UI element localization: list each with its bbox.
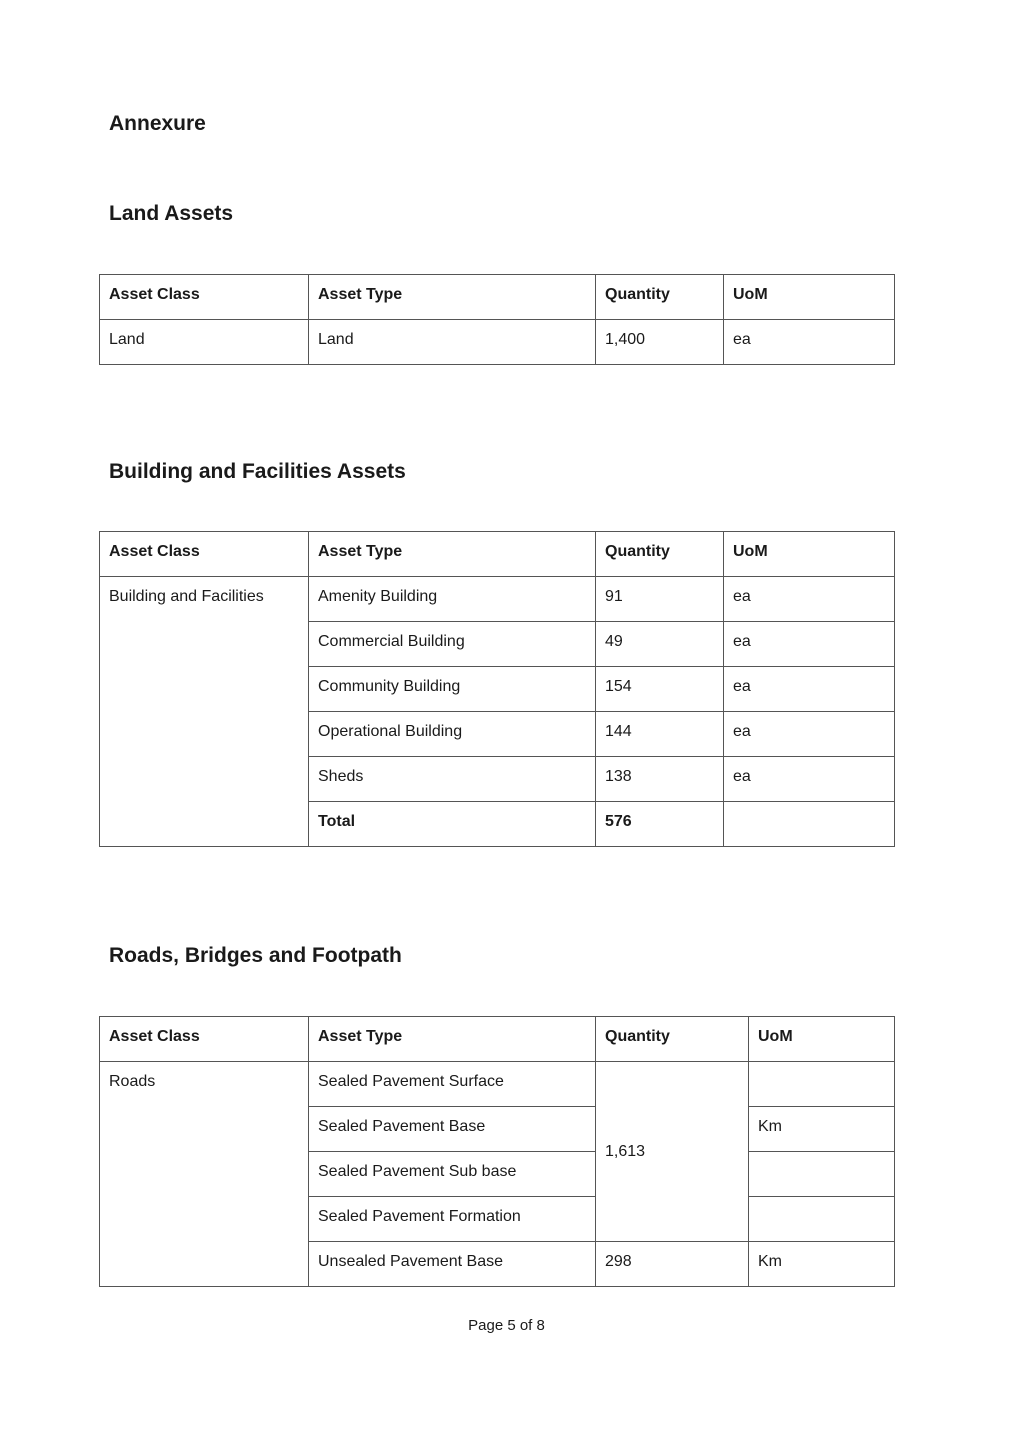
table-header-row	[100, 532, 895, 577]
cell-quantity: 154	[596, 667, 724, 712]
cell-asset-type: Community Building	[309, 667, 596, 712]
roads-heading: Roads, Bridges and Footpath	[109, 944, 402, 967]
cell-uom: ea	[724, 712, 895, 757]
cell-uom	[749, 1062, 895, 1107]
header-uom: UoM	[749, 1017, 895, 1062]
header-asset-type: Asset Type	[309, 1017, 596, 1062]
header-quantity: Quantity	[596, 1017, 749, 1062]
cell-asset-type: Sealed Pavement Sub base	[309, 1152, 596, 1197]
page-number: Page 5 of 8	[468, 1317, 545, 1334]
cell-uom-empty	[724, 802, 895, 847]
cell-uom: ea	[724, 320, 895, 365]
table-row	[100, 1062, 895, 1107]
cell-quantity: 1,400	[596, 320, 724, 365]
cell-uom: Km	[749, 1107, 895, 1152]
header-uom: UoM	[724, 275, 895, 320]
cell-uom: ea	[724, 577, 895, 622]
cell-quantity: 298	[596, 1242, 749, 1287]
cell-asset-class: Building and Facilities	[100, 577, 309, 847]
building-assets-heading: Building and Facilities Assets	[109, 460, 406, 483]
header-uom: UoM	[724, 532, 895, 577]
cell-asset-type: Sheds	[309, 757, 596, 802]
header-quantity: Quantity	[596, 275, 724, 320]
table-row	[100, 320, 895, 365]
building-assets-table	[99, 531, 895, 847]
land-assets-heading: Land Assets	[109, 202, 234, 225]
cell-asset-type: Operational Building	[309, 712, 596, 757]
cell-quantity: 144	[596, 712, 724, 757]
cell-asset-type: Sealed Pavement Base	[309, 1107, 596, 1152]
total-quantity: 576	[596, 802, 724, 847]
header-asset-type: Asset Type	[309, 275, 596, 320]
cell-quantity: 138	[596, 757, 724, 802]
cell-asset-type: Unsealed Pavement Base	[309, 1242, 596, 1287]
header-asset-class: Asset Class	[100, 1017, 309, 1062]
cell-asset-class: Roads	[100, 1062, 309, 1287]
cell-asset-type: Sealed Pavement Formation	[309, 1197, 596, 1242]
table-header-row	[100, 275, 895, 320]
header-quantity: Quantity	[596, 532, 724, 577]
annexure-title: Annexure	[109, 112, 206, 135]
cell-uom: ea	[724, 622, 895, 667]
header-asset-type: Asset Type	[309, 532, 596, 577]
cell-asset-type: Sealed Pavement Surface	[309, 1062, 596, 1107]
table-row	[100, 577, 895, 622]
table-header-row	[100, 1017, 895, 1062]
cell-uom: Km	[749, 1242, 895, 1287]
cell-quantity: 91	[596, 577, 724, 622]
cell-asset-class: Land	[100, 320, 309, 365]
cell-uom: ea	[724, 757, 895, 802]
header-asset-class: Asset Class	[100, 275, 309, 320]
header-asset-class: Asset Class	[100, 532, 309, 577]
total-label: Total	[309, 802, 596, 847]
roads-table	[99, 1016, 895, 1287]
cell-uom	[749, 1152, 895, 1197]
cell-uom: ea	[724, 667, 895, 712]
cell-asset-type: Commercial Building	[309, 622, 596, 667]
cell-quantity: 49	[596, 622, 724, 667]
land-assets-table	[99, 274, 895, 365]
cell-asset-type: Amenity Building	[309, 577, 596, 622]
cell-sealed-quantity: 1,613	[596, 1062, 749, 1242]
cell-asset-type: Land	[309, 320, 596, 365]
cell-uom	[749, 1197, 895, 1242]
